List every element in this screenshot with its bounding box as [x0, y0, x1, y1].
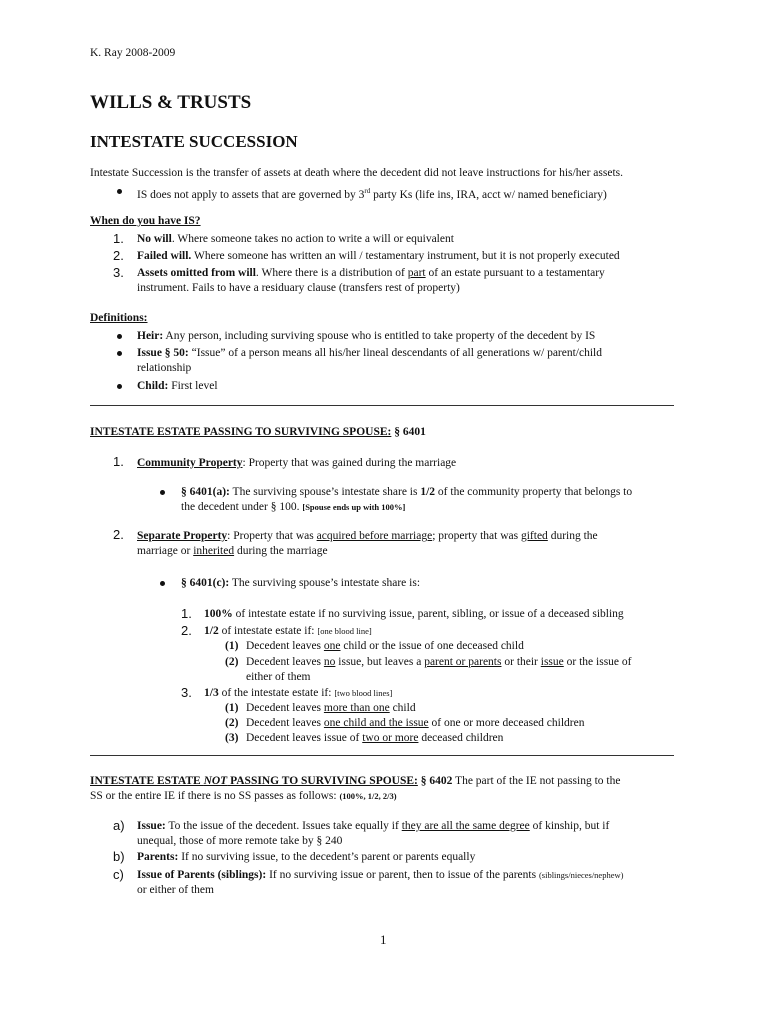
- when-item-text-2: of an estate pursuant to a testamentary: [425, 267, 605, 279]
- when-item-2: [137, 249, 620, 264]
- sub-text: Decedent leaves: [246, 702, 324, 714]
- third-sub-2: [246, 716, 585, 731]
- sub-text-underlined: two or more: [362, 732, 419, 744]
- half-sub-1: [246, 639, 524, 654]
- sub-text: Decedent leaves: [246, 656, 324, 668]
- sub-text-underlined: more than one: [323, 702, 390, 714]
- when-heading: When do you have IS?: [90, 215, 201, 227]
- divider: [90, 405, 674, 406]
- sub-text-underlined: one: [323, 640, 341, 652]
- share-half: [204, 624, 372, 639]
- sub-marker: (2): [225, 656, 239, 668]
- intro-bullet-sup: rd: [364, 187, 371, 195]
- sub-text-underlined: one child and the issue: [323, 717, 429, 729]
- list-marker: 2.: [181, 623, 192, 638]
- sub-marker: (1): [225, 640, 239, 652]
- not-spouse-label: Parents:: [137, 851, 179, 863]
- sub-text-underlined-2: parent or parents: [424, 656, 502, 668]
- sub-text-underlined: no: [323, 656, 336, 668]
- not-spouse-siblings: [137, 868, 623, 883]
- not-spouse-intro: The part of the IE not passing to the: [452, 775, 621, 787]
- separate-text-3: during the: [547, 530, 598, 542]
- list-marker: 2.: [113, 527, 124, 542]
- separate-rule-label: § 6401(c):: [181, 577, 230, 589]
- definitions-heading: Definitions:: [90, 312, 148, 324]
- third-sub-1: [246, 701, 416, 716]
- share-amount: 1/3: [204, 687, 219, 699]
- bullet-icon: [160, 581, 165, 586]
- separate-text-5: during the marriage: [234, 545, 328, 557]
- bullet-icon: [117, 384, 122, 389]
- definition-label: Child:: [137, 380, 169, 392]
- when-item-label: Failed will.: [137, 250, 192, 262]
- separate-property-cont: [137, 544, 328, 559]
- when-item-text: . Where someone takes no action to write a will or equivalent: [171, 233, 454, 245]
- community-rule-text-3: the decedent under § 100.: [181, 501, 303, 513]
- document-title: WILLS & TRUSTS: [90, 92, 252, 113]
- sub-text-3: or their: [501, 656, 541, 668]
- not-spouse-note: (100%, 1/2, 2/3): [339, 791, 397, 801]
- share-amount: 100%: [204, 608, 233, 620]
- share-third: [204, 686, 392, 701]
- when-item-label: No will: [137, 233, 172, 245]
- not-spouse-heading-text-2: PASSING TO SURVIVING SPOUSE:: [227, 775, 418, 787]
- share-text: of intestate estate if no surviving issue, parent, sibling, or issue of a deceased sibling: [232, 608, 624, 620]
- separate-rule-text: The surviving spouse’s intestate share is:: [229, 577, 421, 589]
- not-spouse-label: Issue of Parents (siblings):: [137, 869, 267, 881]
- when-item-text: . Where there is a distribution of: [255, 267, 408, 279]
- bullet-icon: [117, 189, 122, 194]
- section-title: INTESTATE SUCCESSION: [90, 132, 298, 151]
- intro-bullet-text: IS does not apply to assets that are governed by 3: [137, 188, 365, 201]
- share-text: of intestate estate if:: [218, 625, 318, 637]
- half-sub-2-cont: either of them: [246, 671, 311, 683]
- page-number: 1: [380, 932, 387, 947]
- share-note: [one blood line]: [317, 626, 372, 636]
- bullet-icon: [117, 351, 122, 356]
- sub-text-2: of one or more deceased children: [428, 717, 585, 729]
- list-marker: 2.: [113, 248, 124, 263]
- when-item-3-cont: instrument. Fails to have a residuary clause (transfers rest of property): [137, 282, 460, 294]
- share-text: of the intestate estate if:: [218, 687, 335, 699]
- list-marker: b): [113, 849, 125, 864]
- separate-label: Separate Property: [137, 530, 228, 542]
- spouse-heading-text: INTESTATE ESTATE PASSING TO SURVIVING SPOUSE:: [90, 426, 392, 438]
- sub-marker: (2): [225, 717, 239, 729]
- sub-text: Decedent leaves: [246, 640, 324, 652]
- sub-text-2: child or the issue of one deceased child: [340, 640, 524, 652]
- spouse-heading-code: § 6401: [391, 426, 426, 438]
- definition-issue: [137, 346, 602, 361]
- community-rule-cont: [181, 500, 405, 515]
- when-item-3: [137, 266, 605, 281]
- separate-text-underlined-3: inherited: [193, 545, 235, 557]
- not-spouse-heading-text: INTESTATE ESTATE: [90, 775, 204, 787]
- spouse-heading: [90, 425, 426, 440]
- community-property: [137, 456, 456, 471]
- when-item-text: Where someone has written an will / testamentary instrument, but it is not properly executed: [191, 250, 620, 262]
- not-spouse-text-2: of kinship, but if: [529, 820, 610, 832]
- sub-text: Decedent leaves issue of: [246, 732, 363, 744]
- list-marker: 3.: [113, 265, 124, 280]
- not-spouse-text: To the issue of the decedent. Issues take equally if: [165, 820, 402, 832]
- not-spouse-issue-cont: unequal, those of more remote take by § 240: [137, 835, 343, 847]
- community-text: : Property that was gained during the marriage: [242, 457, 457, 469]
- definition-text: Any person, including surviving spouse who is entitled to take property of the decedent by IS: [163, 330, 596, 342]
- list-marker: c): [113, 867, 124, 882]
- definition-label: Heir:: [137, 330, 164, 342]
- not-spouse-text: If no surviving issue or parent, then to issue of the parents: [266, 869, 539, 881]
- not-spouse-text-underlined: they are all the same degree: [401, 820, 530, 832]
- definition-label: Issue § 50:: [137, 347, 189, 359]
- intro-bullet-text-2: party Ks (life ins, IRA, acct w/ named beneficiary): [370, 188, 607, 201]
- half-sub-2: [246, 655, 631, 670]
- separate-text: : Property that was: [227, 530, 317, 542]
- list-marker: a): [113, 818, 125, 833]
- share-note: [two blood lines]: [334, 688, 393, 698]
- community-rule-bold: 1/2: [420, 486, 436, 498]
- sub-text-2: deceased children: [418, 732, 504, 744]
- separate-rule: [181, 576, 420, 591]
- divider: [90, 755, 674, 756]
- not-spouse-label: Issue:: [137, 820, 166, 832]
- when-item-label: Assets omitted from will: [137, 267, 256, 279]
- community-rule-text-2: of the community property that belongs to: [435, 486, 633, 498]
- bullet-icon: [160, 490, 165, 495]
- sub-text-4: or the issue of: [563, 656, 632, 668]
- sub-text: Decedent leaves: [246, 717, 324, 729]
- not-spouse-siblings-cont: or either of them: [137, 884, 214, 896]
- not-spouse-intro-cont: [90, 789, 397, 804]
- community-rule-note: [Spouse ends up with 100%]: [302, 502, 406, 512]
- list-marker: 1.: [113, 454, 124, 469]
- not-spouse-heading: [90, 774, 620, 789]
- separate-text-underlined: acquired before marriage: [316, 530, 433, 542]
- list-marker: 3.: [181, 685, 192, 700]
- not-spouse-note: (siblings/nieces/nephew): [538, 870, 624, 880]
- not-spouse-text: If no surviving issue, to the decedent’s parent or parents equally: [178, 851, 476, 863]
- definition-heir: [137, 329, 595, 344]
- when-item-1: [137, 232, 454, 247]
- not-spouse-intro-2: SS or the entire IE if there is no SS passes as follows:: [90, 790, 340, 802]
- sub-text-2: issue, but leaves a: [335, 656, 425, 668]
- community-label: Community Property: [137, 457, 243, 469]
- sub-text-underlined-3: issue: [540, 656, 564, 668]
- not-spouse-heading-italic: NOT: [203, 775, 228, 787]
- definition-text: “Issue” of a person means all his/her lineal descendants of all generations w/ parent/child: [188, 347, 602, 359]
- definition-issue-cont: relationship: [137, 362, 192, 374]
- intro-bullet: [137, 184, 607, 203]
- intro-text: Intestate Succession is the transfer of assets at death where the decedent did not leave instructions for his/her assets.: [90, 167, 623, 179]
- when-item-text-underlined: part: [407, 267, 426, 279]
- sub-text-2: child: [389, 702, 416, 714]
- separate-text-underlined-2: gifted: [520, 530, 548, 542]
- separate-text-4: marriage or: [137, 545, 194, 557]
- list-marker: 1.: [113, 231, 124, 246]
- separate-text-2: ; property that was: [432, 530, 521, 542]
- list-marker: 1.: [181, 606, 192, 621]
- not-spouse-parents: [137, 850, 475, 865]
- community-rule: [181, 485, 632, 500]
- community-rule-text: The surviving spouse’s intestate share is: [229, 486, 421, 498]
- community-rule-label: § 6401(a):: [181, 486, 230, 498]
- share-amount: 1/2: [204, 625, 219, 637]
- share-100: [204, 607, 624, 622]
- third-sub-3: [246, 731, 503, 746]
- definition-child: [137, 379, 218, 394]
- not-spouse-heading-code: § 6402: [417, 775, 453, 787]
- separate-property: [137, 529, 598, 544]
- definition-text: First level: [168, 380, 218, 392]
- not-spouse-issue: [137, 819, 609, 834]
- sub-marker: (3): [225, 732, 239, 744]
- bullet-icon: [117, 334, 122, 339]
- header-author: K. Ray 2008-2009: [90, 47, 176, 59]
- sub-marker: (1): [225, 702, 239, 714]
